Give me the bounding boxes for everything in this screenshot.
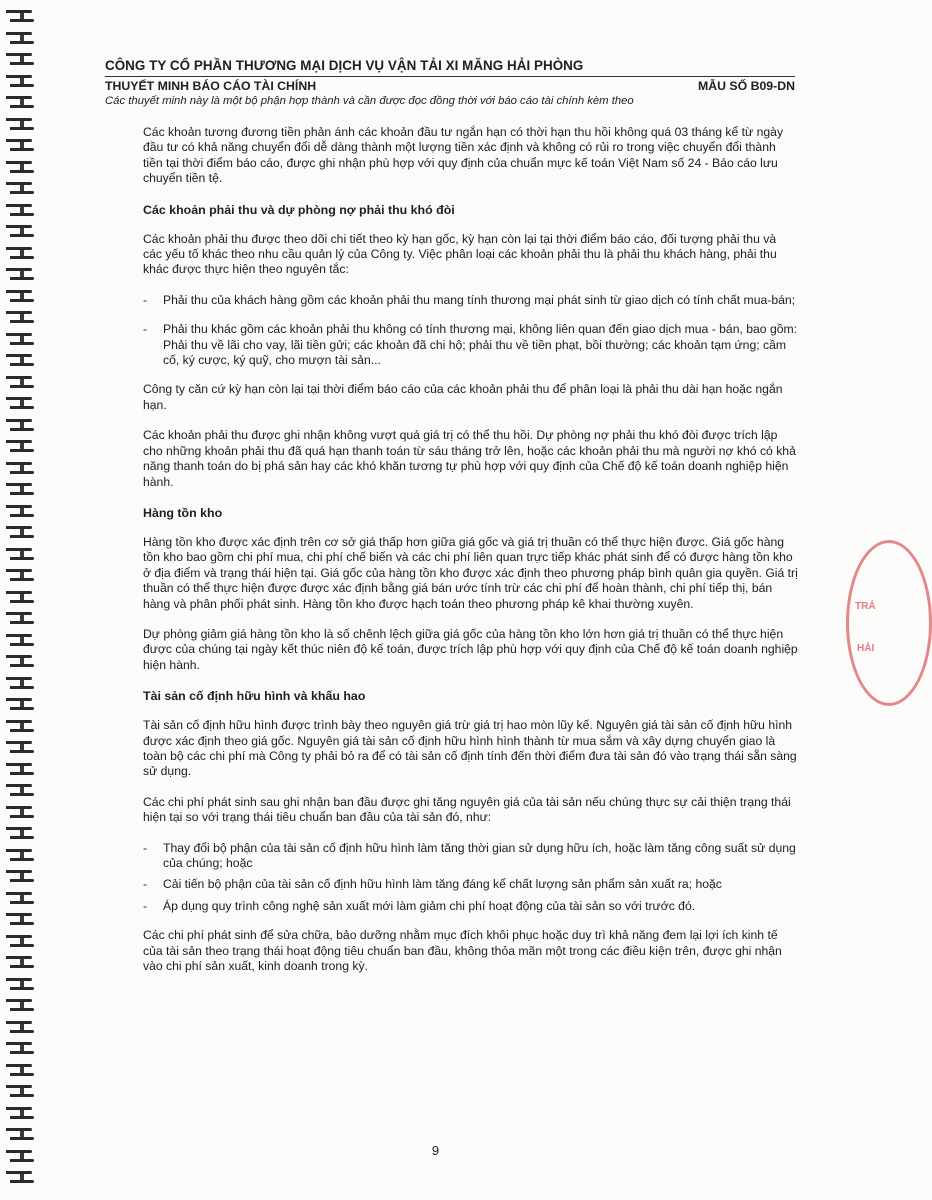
list-item <box>143 322 798 368</box>
paragraph-receivables-1: Các khoản phải thu được theo dõi chi tiết theo kỳ hạn gốc, kỳ hạn còn lại tại thời điểm báo cáo, đối tượng phải thu và các yếu tố khác theo nhu cầu quản lý của Công ty. Việc phân loại các khoản phải thu là phải thu khách hàng, phải thu khác được thực hiện theo nguyên tắc: <box>143 231 777 277</box>
binding-ring <box>6 612 36 625</box>
list-item <box>143 293 798 308</box>
binding-ring <box>6 139 36 152</box>
binding-ring <box>6 204 36 217</box>
paragraph-inventory-1: Hàng tồn kho được xác định trên cơ sở giá thấp hơn giữa giá gốc và giá trị thuần có thể thực hiện được. Giá gốc hàng tồn kho bao gồm chi phí mua, chi phí chế biến và các chi phí liên quan trực tiếp khác phát sinh để có được hàng tồn kho ở địa điểm và trạng thái hiện tại. Giá gốc của hàng tồn kho được xác định theo phương pháp bình quân gia quyền. Giá trị thuần có thể thực hiện được được xác định bằng giá bán ước tính trừ các chi phí để hoàn thành, chi phí tiếp thị, bán hàng và phân phối phát sinh. Hàng tồn kho được hạch toán theo phương pháp kê khai thường xuyên. <box>143 534 798 611</box>
binding-ring <box>6 720 36 733</box>
spiral-binding <box>0 0 40 1200</box>
bullet-dash: - <box>143 292 148 307</box>
binding-ring <box>6 462 36 475</box>
binding-ring <box>6 75 36 88</box>
binding-ring <box>6 999 36 1012</box>
bullet-text: Áp dụng quy trình công nghệ sản xuất mới làm giảm chi phí hoạt động của tài sản so với trước đó. <box>163 898 696 913</box>
binding-ring <box>6 225 36 238</box>
binding-ring <box>6 1107 36 1120</box>
binding-ring <box>6 290 36 303</box>
document-body <box>143 125 798 989</box>
binding-ring <box>6 741 36 754</box>
binding-ring <box>6 333 36 346</box>
list-item <box>143 899 798 914</box>
binding-ring <box>6 827 36 840</box>
header-divider <box>105 76 795 77</box>
binding-ring <box>6 247 36 260</box>
paragraph-receivables-3: Các khoản phải thu được ghi nhận không vượt quá giá trị có thể thu hồi. Dự phòng nợ phải thu khó đòi được trích lập cho những khoản phải thu đã quá hạn thanh toán từ sáu tháng trở lên, hoặc các khoản phải thu mà người nợ khó có khả năng thanh toán do bị phá sản hay các khó khăn tương tự phù hợp với quy định của Chế độ kế toán doanh nghiệp hiện hành. <box>143 428 796 489</box>
bullet-dash: - <box>143 840 148 855</box>
bullet-dash: - <box>143 877 148 892</box>
bullet-text: Phải thu khác gồm các khoản phải thu không có tính thương mại, không liên quan đến giao dịch mua - bán, bao gồm: Phải thu về lãi cho vay, lãi tiền gửi; các khoản đã chi hộ; phải thu về tiền phạt, bồi thường; các khoản tạm ứng; cầm cố, ký cược, ký quỹ, cho mượn tài sản... <box>163 322 798 368</box>
binding-ring <box>6 53 36 66</box>
binding-ring <box>6 376 36 389</box>
paragraph-receivables-2: Công ty căn cứ kỳ hạn còn lại tại thời điểm báo cáo của các khoản phải thu để phân loại là phải thu dài hạn hoặc ngắn hạn. <box>143 382 783 412</box>
binding-ring <box>6 806 36 819</box>
binding-ring <box>6 634 36 647</box>
heading-inventory: Hàng tồn kho <box>143 505 223 520</box>
form-code: MẪU SỐ B09-DN <box>697 79 795 93</box>
company-name: CÔNG TY CỔ PHẦN THƯƠNG MẠI DỊCH VỤ VẬN TẢI XI MĂNG HẢI PHÒNG <box>105 58 584 73</box>
binding-ring <box>6 1042 36 1055</box>
bullet-text: Cải tiến bộ phận của tài sản cố định hữu hình làm tăng đáng kể chất lượng sản phẩm sản xuất ra; hoặc <box>163 877 722 892</box>
binding-ring <box>6 1171 36 1184</box>
heading-receivables: Các khoản phải thu và dự phòng nợ phải thu khó đòi <box>143 202 455 217</box>
binding-ring <box>6 311 36 324</box>
binding-ring <box>6 505 36 518</box>
binding-ring <box>6 440 36 453</box>
list-item <box>143 877 798 892</box>
binding-ring <box>6 1085 36 1098</box>
binding-ring <box>6 118 36 131</box>
binding-ring <box>6 978 36 991</box>
paragraph-fixed-assets-3: Các chi phí phát sinh để sửa chữa, bảo dưỡng nhằm mục đích khôi phục hoặc duy trì khả năng đem lại lợi ích kinh tế của tài sản theo trạng thái hoạt động tiêu chuẩn ban đầu, không thỏa mãn một trong các điều kiện trên, được ghi nhận vào chi phí sản xuất, kinh doanh trong kỳ. <box>143 928 782 974</box>
bullet-text: Phải thu của khách hàng gồm các khoản phải thu mang tính thương mại phát sinh từ giao dịch có tính chất mua-bán; <box>163 292 796 307</box>
binding-ring <box>6 956 36 969</box>
header-subtitle: Các thuyết minh này là một bộ phận hợp thành và cần được đọc đồng thời với báo cáo tài chính kèm theo <box>105 95 634 107</box>
paragraph-inventory-2: Dự phòng giảm giá hàng tồn kho là số chênh lệch giữa giá gốc của hàng tồn kho lớn hơn giá trị thuần có thể thực hiện được của chúng tại ngày kết thúc niên độ kế toán, được trích lập phù hợp với quy định của Chế độ kế toán doanh nghiệp hiện hành. <box>143 626 798 672</box>
binding-ring <box>6 784 36 797</box>
paragraph-fixed-assets-2: Các chi phí phát sinh sau ghi nhận ban đầu được ghi tăng nguyên giá của tài sản nếu chúng thực sự cải thiện trạng thái hiện tại so với trạng thái tiêu chuẩn ban đầu của tài sản đó, như: <box>143 794 791 825</box>
binding-ring <box>6 1128 36 1141</box>
binding-ring <box>6 849 36 862</box>
binding-ring <box>6 655 36 668</box>
bullet-dash: - <box>143 898 148 913</box>
binding-ring <box>6 10 36 23</box>
binding-ring <box>6 698 36 711</box>
binding-ring <box>6 419 36 432</box>
report-title: THUYẾT MINH BÁO CÁO TÀI CHÍNH <box>105 79 317 93</box>
stamp-text: TRẢ <box>855 601 876 612</box>
binding-ring <box>6 913 36 926</box>
binding-ring <box>6 591 36 604</box>
document-header <box>105 57 795 108</box>
binding-ring <box>6 935 36 948</box>
binding-ring <box>6 397 36 410</box>
binding-ring <box>6 32 36 45</box>
binding-ring <box>6 892 36 905</box>
binding-ring <box>6 526 36 539</box>
heading-fixed-assets: Tài sản cố định hữu hình và khấu hao <box>143 689 366 704</box>
company-stamp <box>846 540 932 706</box>
binding-ring <box>6 161 36 174</box>
binding-ring <box>6 569 36 582</box>
binding-ring <box>6 268 36 281</box>
bullet-dash: - <box>143 322 148 337</box>
binding-ring <box>6 677 36 690</box>
paragraph-fixed-assets-1: Tài sản cố định hữu hình được trình bày theo nguyên giá trừ giá trị hao mòn lũy kế. Nguyên giá tài sản cố định hữu hình được xác định theo giá gốc. Nguyên giá tài sản cố định hữu hình hình thành từ mua sắm và xây dựng chuyển giao là toàn bộ các chi phí mà Công ty phải bỏ ra để có tài sản cố định tính đến thời điểm đưa tài sản đó vào trạng thái sẵn sàng sử dụng. <box>143 718 797 779</box>
binding-ring <box>6 763 36 776</box>
title-row <box>105 78 795 94</box>
binding-ring <box>6 96 36 109</box>
bullet-text: Thay đổi bộ phận của tài sản cố định hữu hình làm tăng thời gian sử dụng hữu ích, hoặc làm tăng công suất sử dụng của chúng; hoặc <box>163 840 796 870</box>
binding-ring <box>6 182 36 195</box>
page-number: 9 <box>431 1143 440 1158</box>
binding-ring <box>6 870 36 883</box>
binding-ring <box>6 354 36 367</box>
binding-ring <box>6 1064 36 1077</box>
stamp-text: HẢI <box>857 643 875 654</box>
binding-ring <box>6 1021 36 1034</box>
binding-ring <box>6 548 36 561</box>
binding-ring <box>6 483 36 496</box>
list-item <box>143 841 798 872</box>
paragraph-cash-equivalents: Các khoản tương đương tiền phản ánh các khoản đầu tư ngắn hạn có thời hạn thu hồi không quá 03 tháng kể từ ngày đầu tư có khả năng chuyển đổi dễ dàng thành một lượng tiền xác định và không có rủi ro trong việc chuyển đổi thành tiền tại thời điểm báo cáo, được ghi nhận phù hợp với quy định của chuẩn mực kế toán Việt Nam số 24 - Báo cáo lưu chuyển tiền tệ. <box>143 125 784 186</box>
